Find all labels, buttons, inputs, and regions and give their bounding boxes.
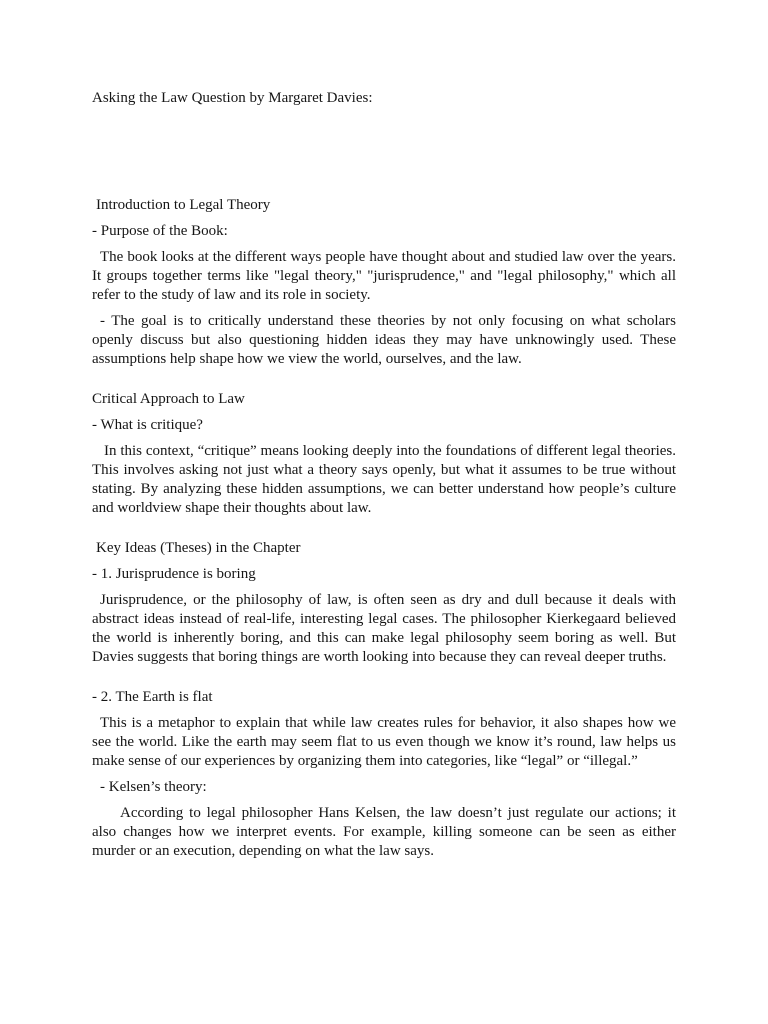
section-heading-critical-approach: Critical Approach to Law [92, 391, 245, 407]
paragraph-book-overview: The book looks at the different ways people have thought about and studied law over the years. It groups together terms like "legal theory," "jurisprudence," and "legal philosophy," which all refer to the study of law and its role in society. [92, 249, 676, 303]
paragraph-jurisprudence: Jurisprudence, or the philosophy of law, is often seen as dry and dull because it deals with abstract ideas instead of real-life, interesting legal cases. The philosopher Kierkegaard believed the world is inherently boring, and this can make legal philosophy seem boring as well. But Davies suggests that boring things are worth looking into because they can reveal deeper truths. [92, 592, 676, 665]
section-heading-introduction: Introduction to Legal Theory [96, 197, 271, 213]
list-item-what-is-critique: - What is critique? [92, 417, 203, 433]
list-item-kelsens-theory: - Kelsen’s theory: [100, 779, 207, 795]
paragraph-critique-definition: In this context, “critique” means looking deeply into the foundations of different legal theories. This involves asking not just what a theory says openly, but what it assumes to be true without stating. By analyzing these hidden assumptions, we can better understand how people’s culture and worldview shape their thoughts about law. [92, 443, 676, 516]
paragraph-goal: - The goal is to critically understand these theories by not only focusing on what scholars openly discuss but also questioning hidden ideas they may have unknowingly used. These assumptions help shape how we view the world, ourselves, and the law. [92, 313, 676, 367]
list-item-jurisprudence-boring: - 1. Jurisprudence is boring [92, 566, 256, 582]
paragraph-kelsen: According to legal philosopher Hans Kelsen, the law doesn’t just regulate our actions; it also changes how we interpret events. For example, killing someone can be seen as either murder or an execution, depending on what the law says. [92, 805, 676, 859]
list-item-earth-is-flat: - 2. The Earth is flat [92, 689, 213, 705]
paragraph-earth-metaphor: This is a metaphor to explain that while law creates rules for behavior, it also shapes how we see the world. Like the earth may seem flat to us even though we know it’s round, law helps us make sense of our experiences by organizing them into categories, like “legal” or “illegal.” [92, 715, 676, 769]
section-heading-key-ideas: Key Ideas (Theses) in the Chapter [96, 540, 301, 556]
list-item-purpose: - Purpose of the Book: [92, 223, 228, 239]
document-title: Asking the Law Question by Margaret Davies: [92, 90, 373, 106]
